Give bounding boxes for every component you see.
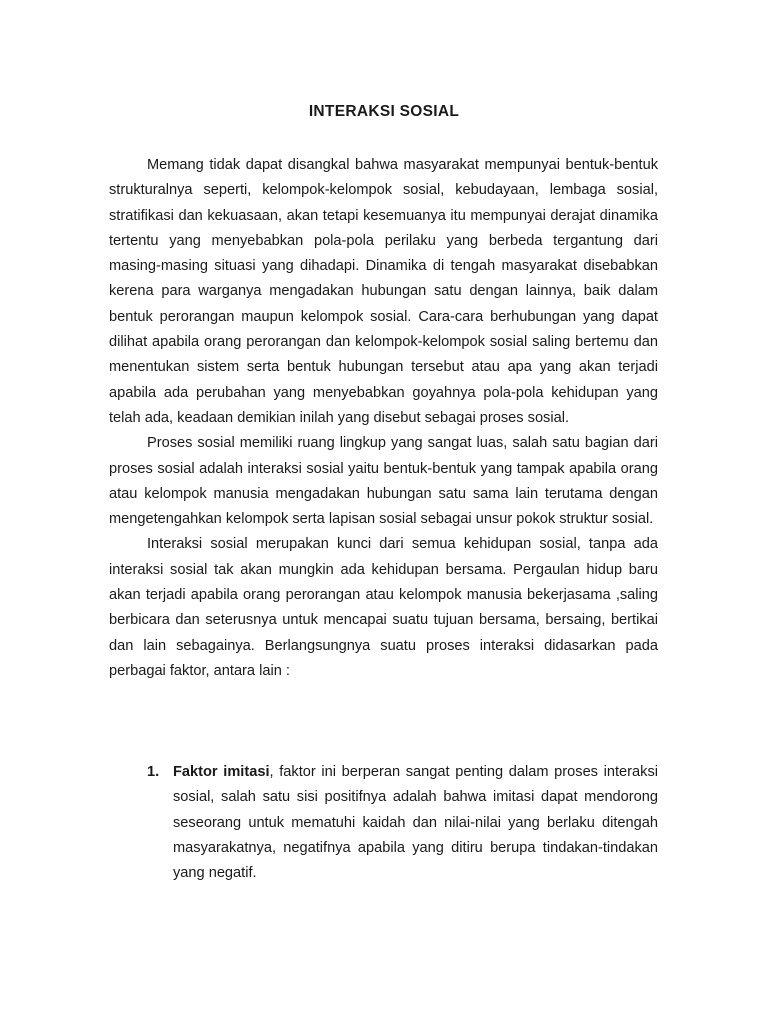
page-title: INTERAKSI SOSIAL bbox=[308, 103, 460, 120]
factor-list bbox=[147, 760, 658, 886]
paragraph: Interaksi sosial merupakan kunci dari semua kehidupan sosial, tanpa ada interaksi sosial tak akan mungkin ada kehidupan bersama. Pergaulan hidup baru akan terjadi apabila orang perorangan atau kelompok manusia bekerjasama ,saling berbicara dan seterusnya untuk mencapai suatu tujuan bersama, bersaing, bertikai dan lain sebagainya. Berlangsungnya suatu proses interaksi didasarkan pada perbagai faktor, antara lain : bbox=[109, 536, 658, 679]
paragraph: Proses sosial memiliki ruang lingkup yang sangat luas, salah satu bagian dari proses sosial adalah interaksi sosial yaitu bentuk-bentuk yang tampak apabila orang atau kelompok manusia mengadakan hubungan satu sama lain terutama dengan mengetengahkan kelompok serta lapisan sosial sebagai unsur pokok struktur sosial. bbox=[109, 435, 658, 528]
list-text: , faktor ini berperan sangat penting dalam proses interaksi sosial, salah satu sisi positifnya adalah bahwa imitasi dapat mendorong seseorang untuk mematuhi kaidah dan nilai-nilai yang berlaku ditengah masyarakatnya, negatifnya apabila yang ditiru berupa tindakan-tindakan yang negatif. bbox=[173, 764, 658, 882]
list-number: 1. bbox=[147, 764, 160, 780]
paragraph: Memang tidak dapat disangkal bahwa masyarakat mempunyai bentuk-bentuk strukturalnya seperti, kelompok-kelompok sosial, kebudayaan, lembaga sosial, stratifikasi dan kekuasaan, akan tetapi kesemuanya itu mempunyai derajat dinamika tertentu yang menyebabkan pola-pola perilaku yang berbeda tergantung dari masing-masing situasi yang dihadapi. Dinamika di tengah masyarakat disebabkan kerena para warganya mengadakan hubungan satu dengan lainnya, baik dalam bentuk perorangan maupun kelompok sosial. Cara-cara berhubungan yang dapat dilihat apabila orang perorangan dan kelompok-kelompok sosial saling bertemu dan menentukan sistem serta bentuk hubungan tersebut atau apa yang akan terjadi apabila ada perubahan yang menyebabkan goyahnya pola-pola kehidupan yang telah ada, keadaan demikian inilah yang disebut sebagai proses sosial. bbox=[109, 157, 658, 426]
list-item bbox=[147, 760, 658, 886]
list-term: Faktor imitasi bbox=[173, 764, 270, 780]
body-text bbox=[109, 153, 658, 684]
